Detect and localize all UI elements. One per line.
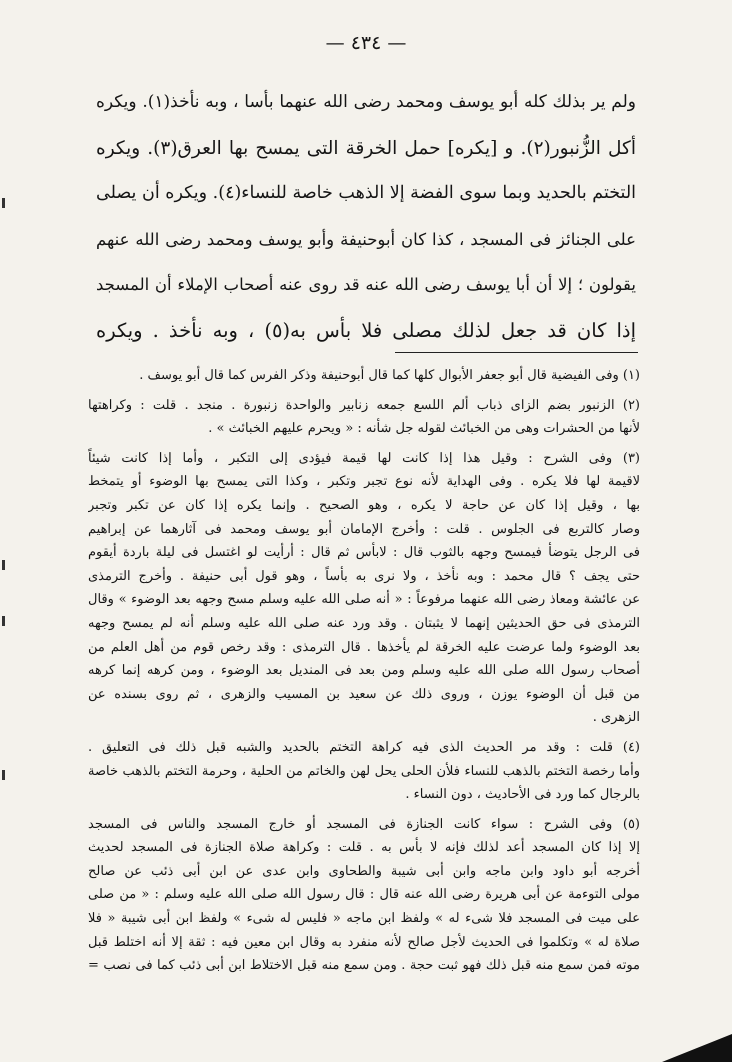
scan-edge-mark — [2, 198, 5, 208]
page-number: — ٤٣٤ — — [325, 32, 407, 54]
footnote-line: الترمذى فى حق الحديثين إنهما لا يثبتان . وقد ورد عنه صلى الله عليه وسلم أنه لم يمسح وجهه — [88, 615, 640, 631]
footnote-line: بعد الوضوء ولما عرضت عليه الخرقة لم يأخذها . قال الترمذى : وقد رخص قوم من أهل العلم من — [88, 639, 640, 655]
footnote-line: من قبل أن الوضوء يوزن ، وروى ذلك عن سعيد بن المسيب والزهرى ، ثم روى بسنده عن — [88, 686, 640, 702]
main-text-line: التختم بالحديد وبما سوى الفضة إلا الذهب خاصة للنساء(٤). ويكره أن يصلى — [96, 183, 636, 203]
footnote-separator — [395, 352, 638, 353]
footnote-5 — [88, 813, 640, 978]
footnote-line: (٥) وفى الشرح : سواء كانت الجنازة فى المسجد أو خارج المسجد والناس فى المسجد — [88, 816, 640, 832]
footnote-line: فى الرجل يتوضأ فيمسح وجهه بالثوب قال : لابأس ثم قال : أرأيت لو اغتسل فى ليلة باردة أيقوم — [88, 545, 640, 561]
main-text — [96, 80, 636, 353]
footnote-line: (١) وفى الفيضية قال أبو جعفر الأبوال كلها كما قال أبوحنيفة وذكر الفرس كما قال أبو يوسف . — [139, 368, 640, 383]
footnote-line: على ميت فى المسجد فلا شىء له » ولفظ ابن ماجه « فليس له شىء » ولفظ ابن أبى شيبة « فلا — [88, 911, 640, 927]
footnotes — [88, 364, 640, 984]
footnote-line: إلا إذا كان المسجد أعد لذلك فإنه لا بأس به . قلت : وكراهة صلاة الجنازة فى المسجد لحديث — [88, 840, 640, 856]
footnote-line: (٣) وفى الشرح : وقيل هذا إذا كانت لها قيمة فيؤدى إلى التكبر ، وأما إذا كانت شيئاً — [88, 450, 640, 466]
footnote-line: (٤) قلت : وقد مر الحديث الذى فيه كراهة التختم بالحديد والشبه قبل ذلك فى التعليق . — [88, 739, 640, 755]
scan-corner-shadow — [662, 1034, 732, 1062]
main-text-line: يقولون ؛ إلا أن أبا يوسف رضى الله عنه قد روى عنه أصحاب الإملاء أن المسجد — [96, 275, 636, 294]
footnote-line: أصحاب رسول الله صلى الله عليه وسلم ومن بعد فى المنديل بعد الوضوء ، ومن كرهه إنما كرهه — [88, 663, 640, 679]
footnote-line: وصار كالتربع فى الجلوس . قلت : وأخرج الإمامان أبو يوسف ومحمد فى آثارهما عن إبراهيم — [88, 521, 640, 537]
footnote-line: بالرجال كما ورد فى الأحاديث ، دون النساء . — [405, 787, 640, 803]
main-text-line: ولم ير بذلك كله أبو يوسف ومحمد رضى الله عنهما بأسا ، وبه نأخذ(١). ويكره — [96, 92, 636, 112]
footnote-line: لاقيمة لها فلا يكره . وفى الهداية لأنه نوع تجبر وتكبر ، وكذا التى يمسح بها الوضوء أو يتمخط — [88, 474, 640, 490]
scan-edge-mark — [2, 770, 5, 780]
footnote-3 — [88, 447, 640, 730]
footnote-line: صلاة له » وتكلموا فى الحديث لأجل صالح لأنه منفرد به وقال ابن معين فيه : ثقة إلا أنه اختلط قبل — [88, 934, 640, 950]
footnote-line: موته فمن سمع منه قبل ذلك فهو ثبت حجة . ومن سمع منه قبل الاختلاط ابن أبى ذئب كما فى نصب = — [88, 958, 640, 974]
footnote-line: مولى التوءمة عن أبى هريرة رضى الله عنه قال : قال رسول الله صلى الله عليه وسلم : « من صلى — [88, 887, 640, 903]
footnote-2 — [88, 394, 640, 441]
footnote-line: الزهرى . — [592, 710, 640, 726]
main-text-line: على الجنائز فى المسجد ، كذا كان أبوحنيفة وأبو يوسف ومحمد رضى الله عنهم — [96, 229, 636, 249]
main-text-line: إذا كان قد جعل لذلك مصلى فلا بأس به(٥) ، وبه نأخذ . ويكره — [96, 318, 636, 342]
footnote-4 — [88, 736, 640, 807]
footnote-line: وأما رخصة التختم بالذهب للنساء فلأن الحلى يحل لهن والخاتم من الحلية ، وحرمة التختم بالذهب خاصة — [88, 763, 640, 779]
footnote-line: حتى يجف ؟ قال محمد : وبه نأخذ ، ولا نرى به بأساً ، وهو قول أبى حنيفة . وأخرج الترمذى — [88, 568, 640, 584]
main-text-line: أكل الزُّنبور(٢). و [يكره] حمل الخرقة التى يمسح بها العرق(٣). ويكره — [96, 137, 636, 159]
footnote-line: أخرجه أبو داود وابن ماجه وابن أبى شيبة والطحاوى وابن عدى عن ابن أبى ذئب عن صالح — [88, 863, 640, 879]
footnote-line: (٢) الزنبور بضم الزاى ذباب ألم اللسع جمعه زنابير والواحدة زنبورة . منجد . قلت : وكراهتها — [88, 397, 640, 413]
scan-edge-mark — [2, 616, 5, 626]
footnote-1 — [88, 364, 640, 388]
scan-edge-mark — [2, 560, 5, 570]
footnote-line: لأنها من الحشرات وهى من الخبائث لقوله جل شأنه : « ويحرم عليهم الخبائث » . — [208, 421, 640, 437]
footnote-line: عن عائشة ومعاذ رضى الله عنهما مرفوعاً : « أنه صلى الله عليه وسلم مسح وجهه بعد الوضوء » وقال — [88, 592, 640, 608]
footnote-line: بها ، وقيل إذا كان عن حاجة لا يكره ، وهو الصحيح . وإنما يكره إذا كان عن تكبر وتجبر — [88, 497, 640, 513]
